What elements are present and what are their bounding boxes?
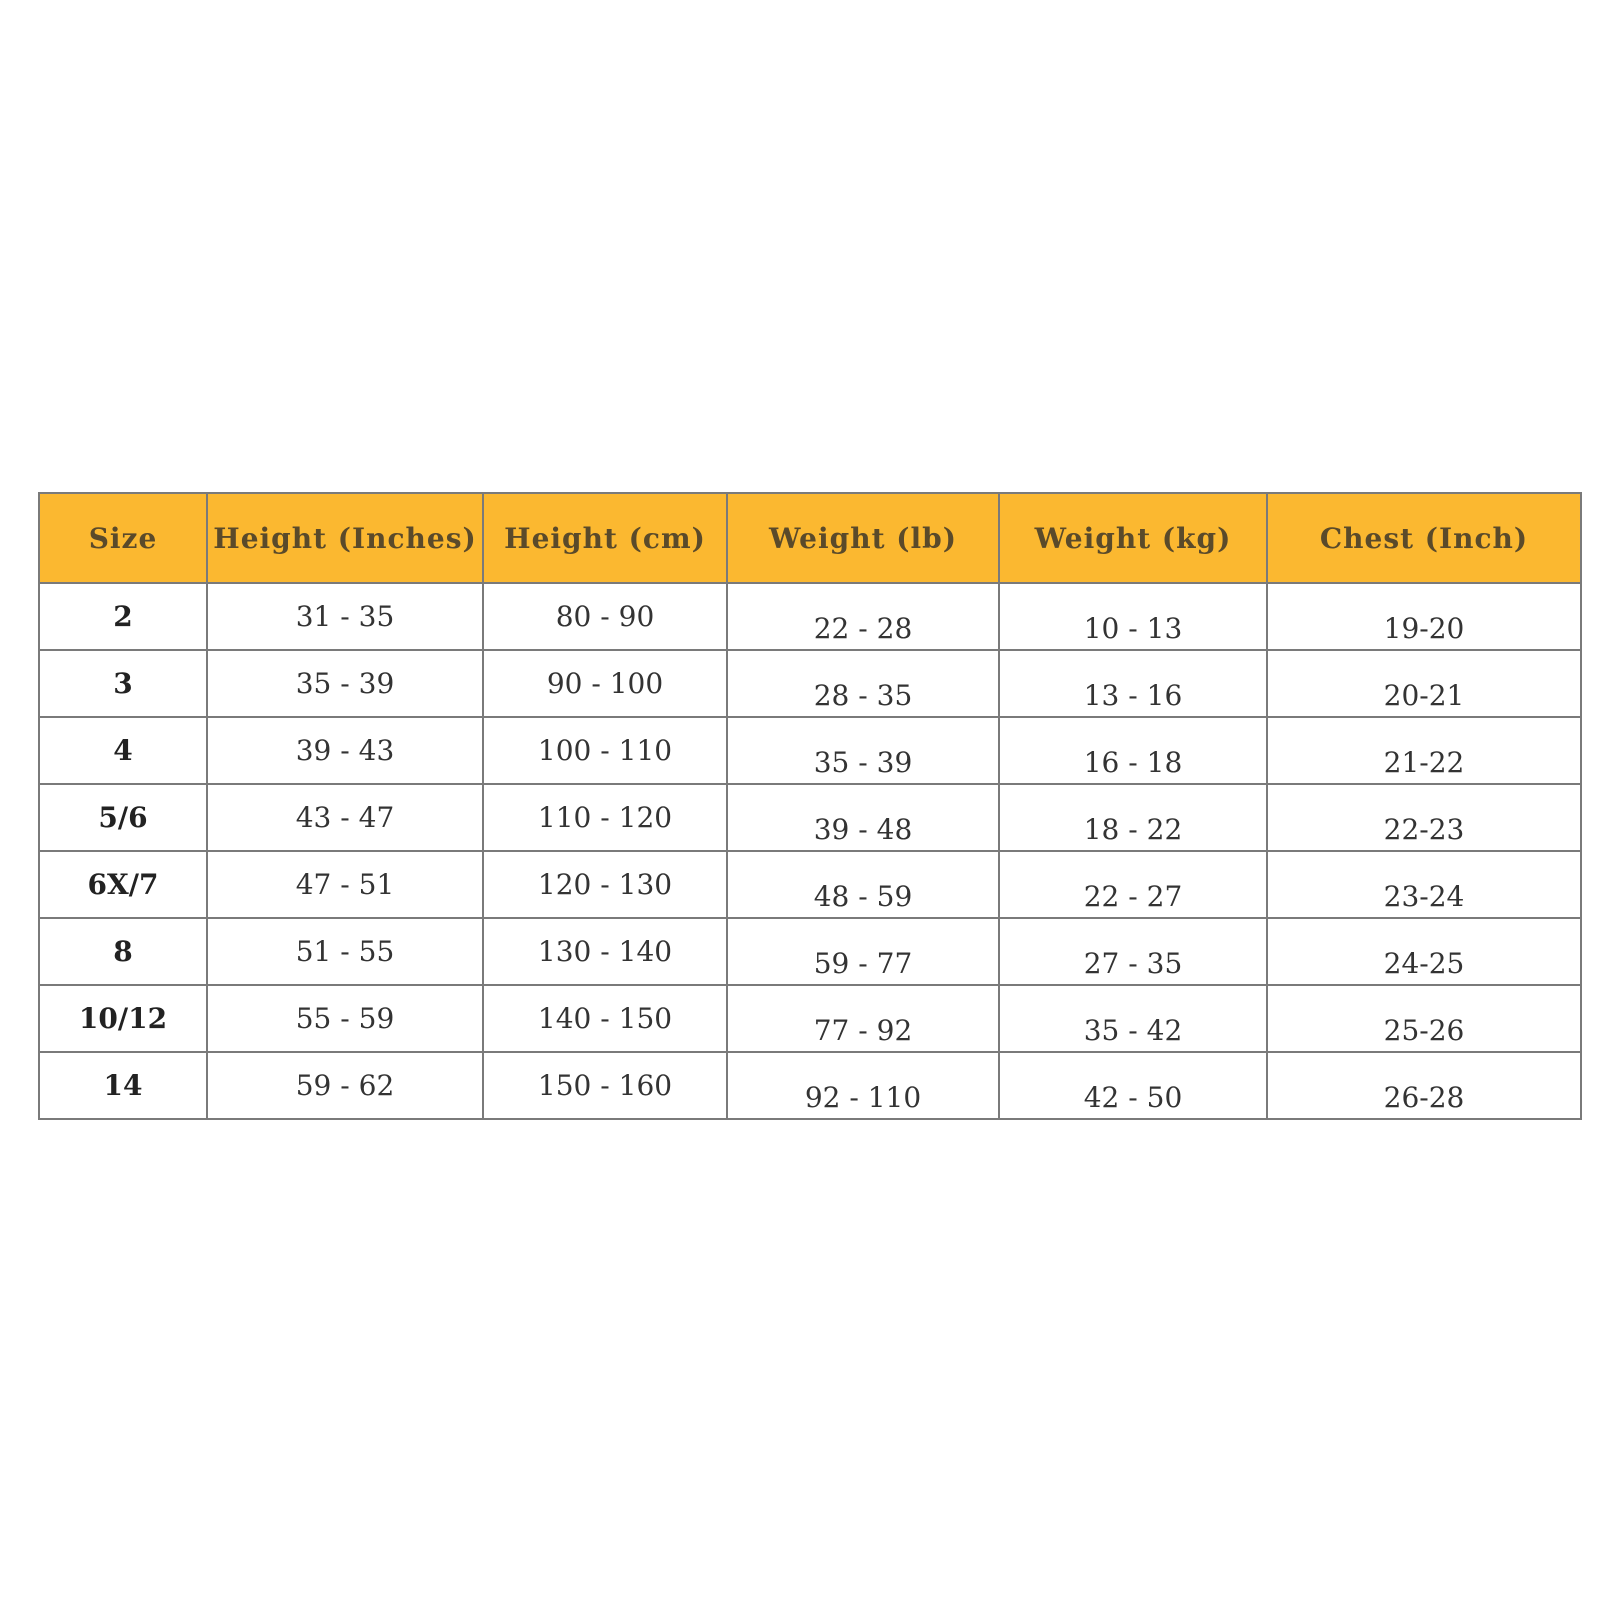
weight-kg-cell: 35 - 42 [999, 985, 1267, 1052]
size-cell: 5/6 [39, 784, 207, 851]
height-cm-cell: 140 - 150 [483, 985, 727, 1052]
weight-lb-cell: 39 - 48 [727, 784, 999, 851]
weight-lb-cell: 28 - 35 [727, 650, 999, 717]
weight-lb-cell: 77 - 92 [727, 985, 999, 1052]
height-inches-cell: 43 - 47 [207, 784, 483, 851]
weight-lb-cell: 59 - 77 [727, 918, 999, 985]
weight-kg-cell: 22 - 27 [999, 851, 1267, 918]
weight-kg-cell: 18 - 22 [999, 784, 1267, 851]
height-inches-cell: 59 - 62 [207, 1052, 483, 1119]
table-body [39, 583, 1581, 1119]
size-cell: 14 [39, 1052, 207, 1119]
height-cm-cell: 100 - 110 [483, 717, 727, 784]
weight-lb-cell: 22 - 28 [727, 583, 999, 650]
height-cm-cell: 130 - 140 [483, 918, 727, 985]
table-row [39, 985, 1581, 1052]
height-cm-cell: 90 - 100 [483, 650, 727, 717]
chest-inch-cell: 24-25 [1267, 918, 1581, 985]
size-cell: 10/12 [39, 985, 207, 1052]
size-chart-table [38, 492, 1582, 1120]
table-row [39, 784, 1581, 851]
height-inches-cell: 39 - 43 [207, 717, 483, 784]
height-inches-cell: 35 - 39 [207, 650, 483, 717]
height-cm-cell: 150 - 160 [483, 1052, 727, 1119]
chest-inch-cell: 26-28 [1267, 1052, 1581, 1119]
height-inches-cell: 47 - 51 [207, 851, 483, 918]
height-cm-cell: 110 - 120 [483, 784, 727, 851]
height-inches-cell: 31 - 35 [207, 583, 483, 650]
chest-inch-cell: 23-24 [1267, 851, 1581, 918]
header-chest-inch: Chest (Inch) [1267, 493, 1581, 583]
weight-kg-cell: 13 - 16 [999, 650, 1267, 717]
chest-inch-cell: 21-22 [1267, 717, 1581, 784]
height-inches-cell: 51 - 55 [207, 918, 483, 985]
size-cell: 4 [39, 717, 207, 784]
weight-kg-cell: 16 - 18 [999, 717, 1267, 784]
size-cell: 8 [39, 918, 207, 985]
header-weight-kg: Weight (kg) [999, 493, 1267, 583]
size-cell: 6X/7 [39, 851, 207, 918]
weight-lb-cell: 92 - 110 [727, 1052, 999, 1119]
height-cm-cell: 120 - 130 [483, 851, 727, 918]
size-cell: 3 [39, 650, 207, 717]
chest-inch-cell: 25-26 [1267, 985, 1581, 1052]
weight-kg-cell: 27 - 35 [999, 918, 1267, 985]
header-height-inches: Height (Inches) [207, 493, 483, 583]
weight-lb-cell: 48 - 59 [727, 851, 999, 918]
header-height-cm: Height (cm) [483, 493, 727, 583]
height-inches-cell: 55 - 59 [207, 985, 483, 1052]
header-size: Size [39, 493, 207, 583]
weight-lb-cell: 35 - 39 [727, 717, 999, 784]
table-row [39, 717, 1581, 784]
height-cm-cell: 80 - 90 [483, 583, 727, 650]
table-row [39, 1052, 1581, 1119]
table-row [39, 851, 1581, 918]
table-row [39, 650, 1581, 717]
weight-kg-cell: 42 - 50 [999, 1052, 1267, 1119]
chest-inch-cell: 19-20 [1267, 583, 1581, 650]
chest-inch-cell: 20-21 [1267, 650, 1581, 717]
table-row [39, 918, 1581, 985]
chest-inch-cell: 22-23 [1267, 784, 1581, 851]
header-weight-lb: Weight (lb) [727, 493, 999, 583]
table-row [39, 583, 1581, 650]
size-cell: 2 [39, 583, 207, 650]
header-row [39, 493, 1581, 583]
weight-kg-cell: 10 - 13 [999, 583, 1267, 650]
